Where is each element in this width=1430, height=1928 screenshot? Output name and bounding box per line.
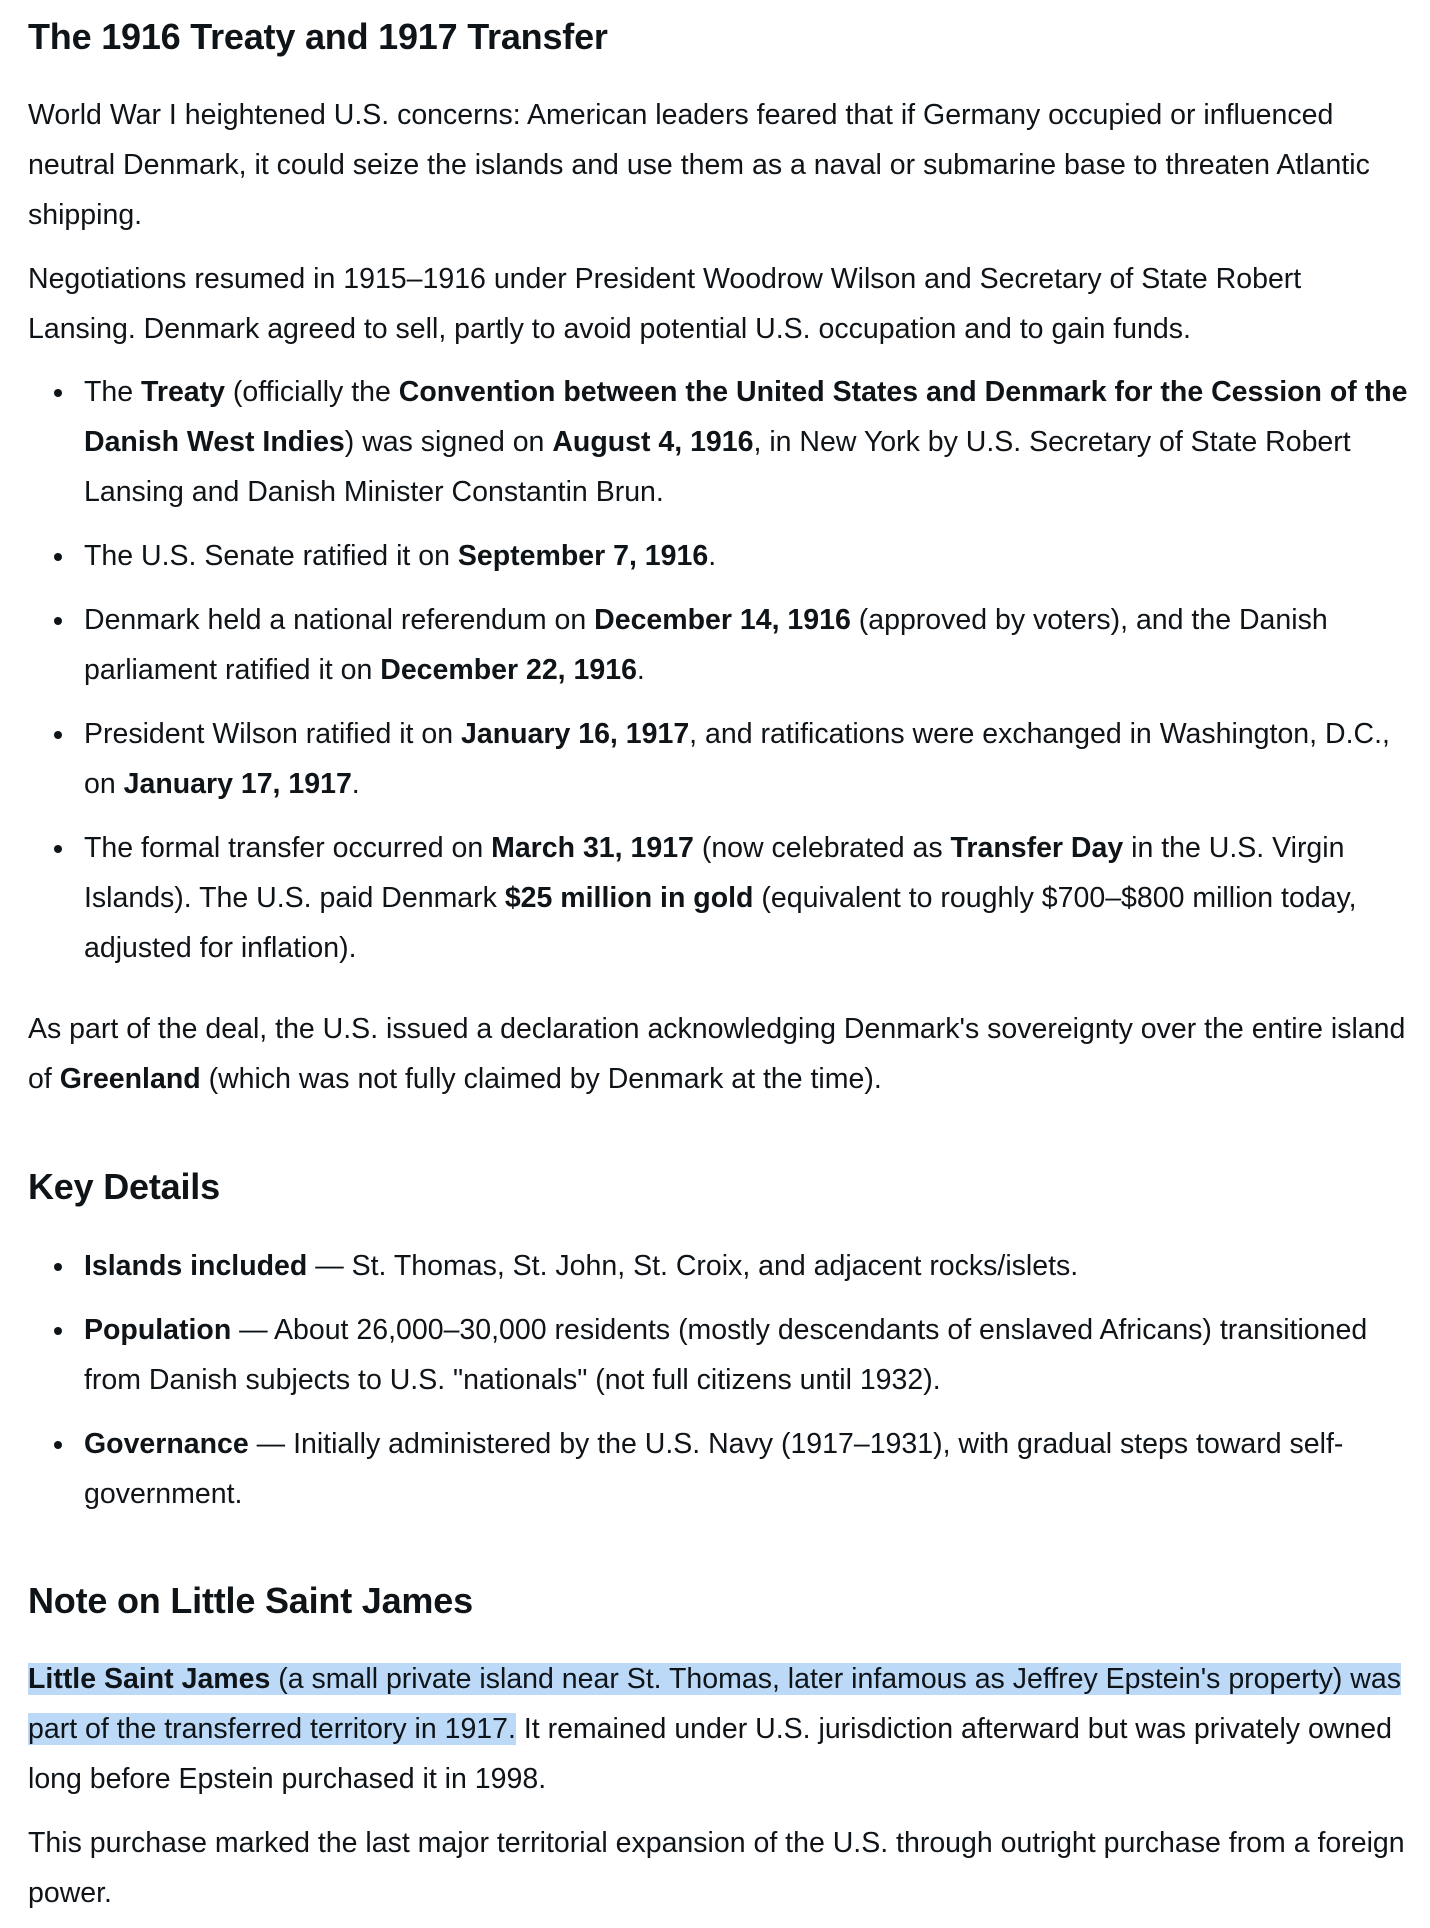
paragraph-wwi-concerns: World War I heightened U.S. concerns: American leaders feared that if Germany occupied or influenced neutral Denmark, it could seize the islands and use them as a naval or submarine base to threaten Atlantic shipping. xyxy=(28,99,1370,231)
paragraph-last-expansion: This purchase marked the last major territorial expansion of the U.S. through outright purchase from a foreign power. xyxy=(28,1827,1405,1909)
key-details-list xyxy=(28,1241,1410,1533)
section-heading-little-saint-james: Note on Little Saint James xyxy=(28,1580,473,1621)
list-item: Governance — Initially administered by the U.S. Navy (1917–1931), with gradual steps toward self-government. xyxy=(28,1419,1410,1519)
paragraph-greenland: As part of the deal, the U.S. issued a declaration acknowledging Denmark's sovereignty over the entire island of Greenland (which was not fully claimed by Denmark at the time). xyxy=(28,1013,1406,1095)
list-item: Population — About 26,000–30,000 residents (mostly descendants of enslaved Africans) transitioned from Danish subjects to U.S. "nationals" (not full citizens until 1932). xyxy=(28,1305,1410,1405)
list-item: The formal transfer occurred on March 31, 1917 (now celebrated as Transfer Day in the U.S. Virgin Islands). The U.S. paid Denmark $25 million in gold (equivalent to roughly $700–$800 million today, adjusted for inflation). xyxy=(28,823,1410,973)
list-item: The U.S. Senate ratified it on September 7, 1916. xyxy=(28,531,1410,581)
paragraph-negotiations: Negotiations resumed in 1915–1916 under President Woodrow Wilson and Secretary of State Robert Lansing. Denmark agreed to sell, partly to avoid potential U.S. occupation and to gain funds. xyxy=(28,263,1302,345)
list-item: Islands included — St. Thomas, St. John, St. Croix, and adjacent rocks/islets. xyxy=(28,1241,1410,1291)
section-heading-treaty: The 1916 Treaty and 1917 Transfer xyxy=(28,16,608,57)
list-item: President Wilson ratified it on January 16, 1917, and ratifications were exchanged in Washington, D.C., on January 17, 1917. xyxy=(28,709,1410,809)
selected-text-highlight[interactable]: Little Saint James (a small private island near St. Thomas, later infamous as Jeffrey Epstein's property) was part of the transferred territory in 1917. xyxy=(28,1663,1401,1745)
section-heading-key-details: Key Details xyxy=(28,1166,220,1207)
paragraph-little-saint-james: Little Saint James (a small private island near St. Thomas, later infamous as Jeffrey Epstein's property) was part of the transferred territory in 1917. It remained under U.S. jurisdiction afterward but was privately owned long before Epstein purchased it in 1998. xyxy=(28,1663,1401,1795)
treaty-timeline-list xyxy=(28,367,1410,987)
list-item: The Treaty (officially the Convention between the United States and Denmark for the Cession of the Danish West Indies) was signed on August 4, 1916, in New York by U.S. Secretary of State Robert Lansing and Danish Minister Constantin Brun. xyxy=(28,367,1410,517)
list-item: Denmark held a national referendum on December 14, 1916 (approved by voters), and the Danish parliament ratified it on December 22, 1916. xyxy=(28,595,1410,695)
